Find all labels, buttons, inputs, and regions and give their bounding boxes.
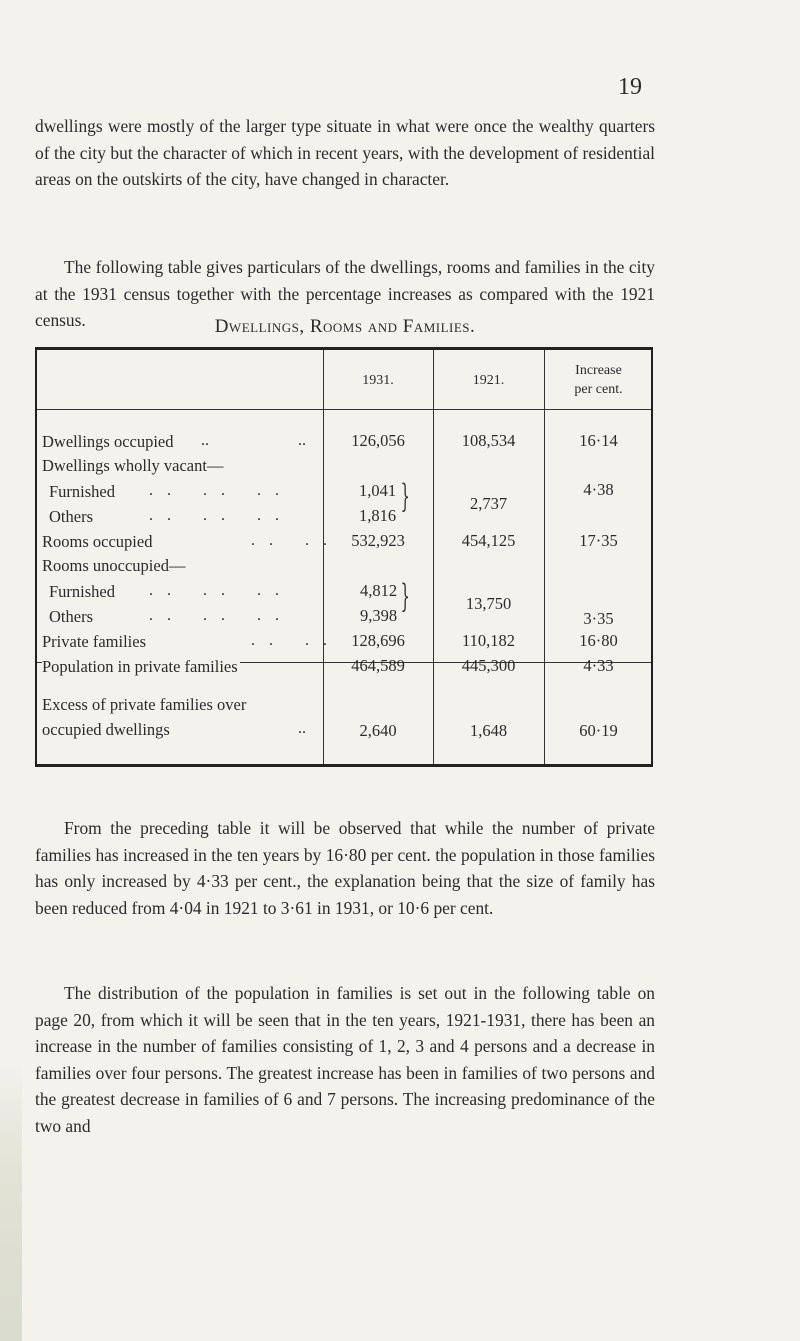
value-1931: 1,041 (359, 481, 397, 500)
paragraph-table-intro: The following table gives particulars of the dwellings, rooms and families in the city at the 1931 census together with the percentage increases as compared with the 1921 census. (35, 257, 655, 330)
leader-dots: .. .. (251, 632, 341, 649)
paragraph-distribution: The distribution of the population in families is set out in the following table on page 20, from which it will be seen that in the ten years, 1921-1931, there has been an increase in the number of families consisting of 1, 2, 3 and 4 persons and a decrease in families over four persons. The greatest increase has been in families of two persons and the greatest decrease in families of 6 and 7 persons. The increasing predominance of the two and (35, 983, 655, 1136)
header-1931: 1931. (362, 373, 394, 388)
paragraph-intro: dwellings were mostly of the larger type situate in what were once the wealthy quarters of the city but the character of which in recent years, with the development of residential areas on the outskirts of the city, have changed in character. (35, 116, 655, 189)
value-1921: 454,125 (461, 531, 516, 550)
leader-dots: .. .. .. (149, 482, 293, 499)
row-label-excess: Excess of private families over (42, 695, 247, 714)
value-1921: 1,648 (469, 721, 508, 740)
row-label-furnished: Furnished (49, 582, 115, 601)
row-label-excess-cont: occupied dwellings (42, 720, 170, 739)
row-label-others: Others (49, 607, 93, 626)
value-1931: 9,398 (360, 606, 398, 625)
column-divider (544, 350, 545, 764)
row-label-private-families: Private families (42, 632, 147, 651)
leader-dots: .. (298, 720, 306, 737)
brace-icon: } (400, 577, 410, 615)
header-1921: 1921. (472, 373, 505, 388)
header-increase-line2: per cent. (574, 382, 623, 397)
header-divider (37, 409, 651, 410)
row-label-rooms-unoccupied: Rooms unoccupied— (42, 556, 186, 575)
leader-dots: .. .. .. (149, 507, 293, 524)
value-1931: 126,056 (351, 431, 405, 450)
paragraph-analysis: From the preceding table it will be observed that while the number of private families has increased in the ten years by 16·80 per cent. the population in those families has only increased by 4·33 per cent., the explanation being that the size of family has been reduced from 4·04 in 1921 to 3·61 in 1931, or 10·6 per cent. (35, 818, 655, 918)
dwellings-table (35, 347, 653, 767)
value-increase: 4·38 (583, 480, 614, 499)
column-divider (323, 350, 324, 764)
value-1921: 13,750 (465, 594, 512, 613)
value-1921: 110,182 (461, 631, 515, 650)
value-increase: 3·35 (583, 609, 614, 628)
leader-dots: .. (201, 432, 209, 449)
value-increase: 60·19 (579, 721, 618, 740)
value-1921: 2,737 (469, 494, 508, 513)
value-1931: 4,812 (360, 581, 398, 600)
value-1931: 2,640 (359, 721, 397, 740)
value-1921: 445,300 (461, 656, 516, 675)
row-label-population: Population in private families (42, 657, 238, 676)
row-label-rooms-occupied: Rooms occupied (42, 532, 153, 551)
value-increase: 16·80 (579, 631, 618, 650)
value-1931: 464,589 (351, 656, 405, 675)
row-label-dwellings-occupied: Dwellings occupied (42, 432, 174, 451)
page-stain (0, 1060, 22, 1341)
leader-dots: .. .. .. (149, 607, 293, 624)
page-number: 19 (618, 74, 642, 100)
value-1921: 108,534 (461, 431, 516, 450)
value-increase: 16·14 (579, 431, 618, 450)
column-divider (433, 350, 434, 764)
value-1931: 1,816 (359, 506, 397, 525)
value-increase: 17·35 (579, 531, 618, 550)
table-title: Dwellings, Rooms and Families. (214, 316, 476, 337)
row-label-dwellings-vacant: Dwellings wholly vacant— (42, 456, 224, 475)
brace-icon: } (400, 477, 410, 515)
leader-dots: .. .. .. (149, 582, 293, 599)
value-increase: 4·33 (583, 656, 614, 675)
header-increase-line1: Increase (575, 363, 622, 378)
value-1931: 532,923 (351, 531, 405, 550)
value-1931: 128,696 (351, 631, 405, 650)
row-label-furnished: Furnished (49, 482, 115, 501)
leader-dots: .. .. (251, 532, 341, 549)
row-label-others: Others (49, 507, 93, 526)
leader-dots: .. (298, 432, 306, 449)
